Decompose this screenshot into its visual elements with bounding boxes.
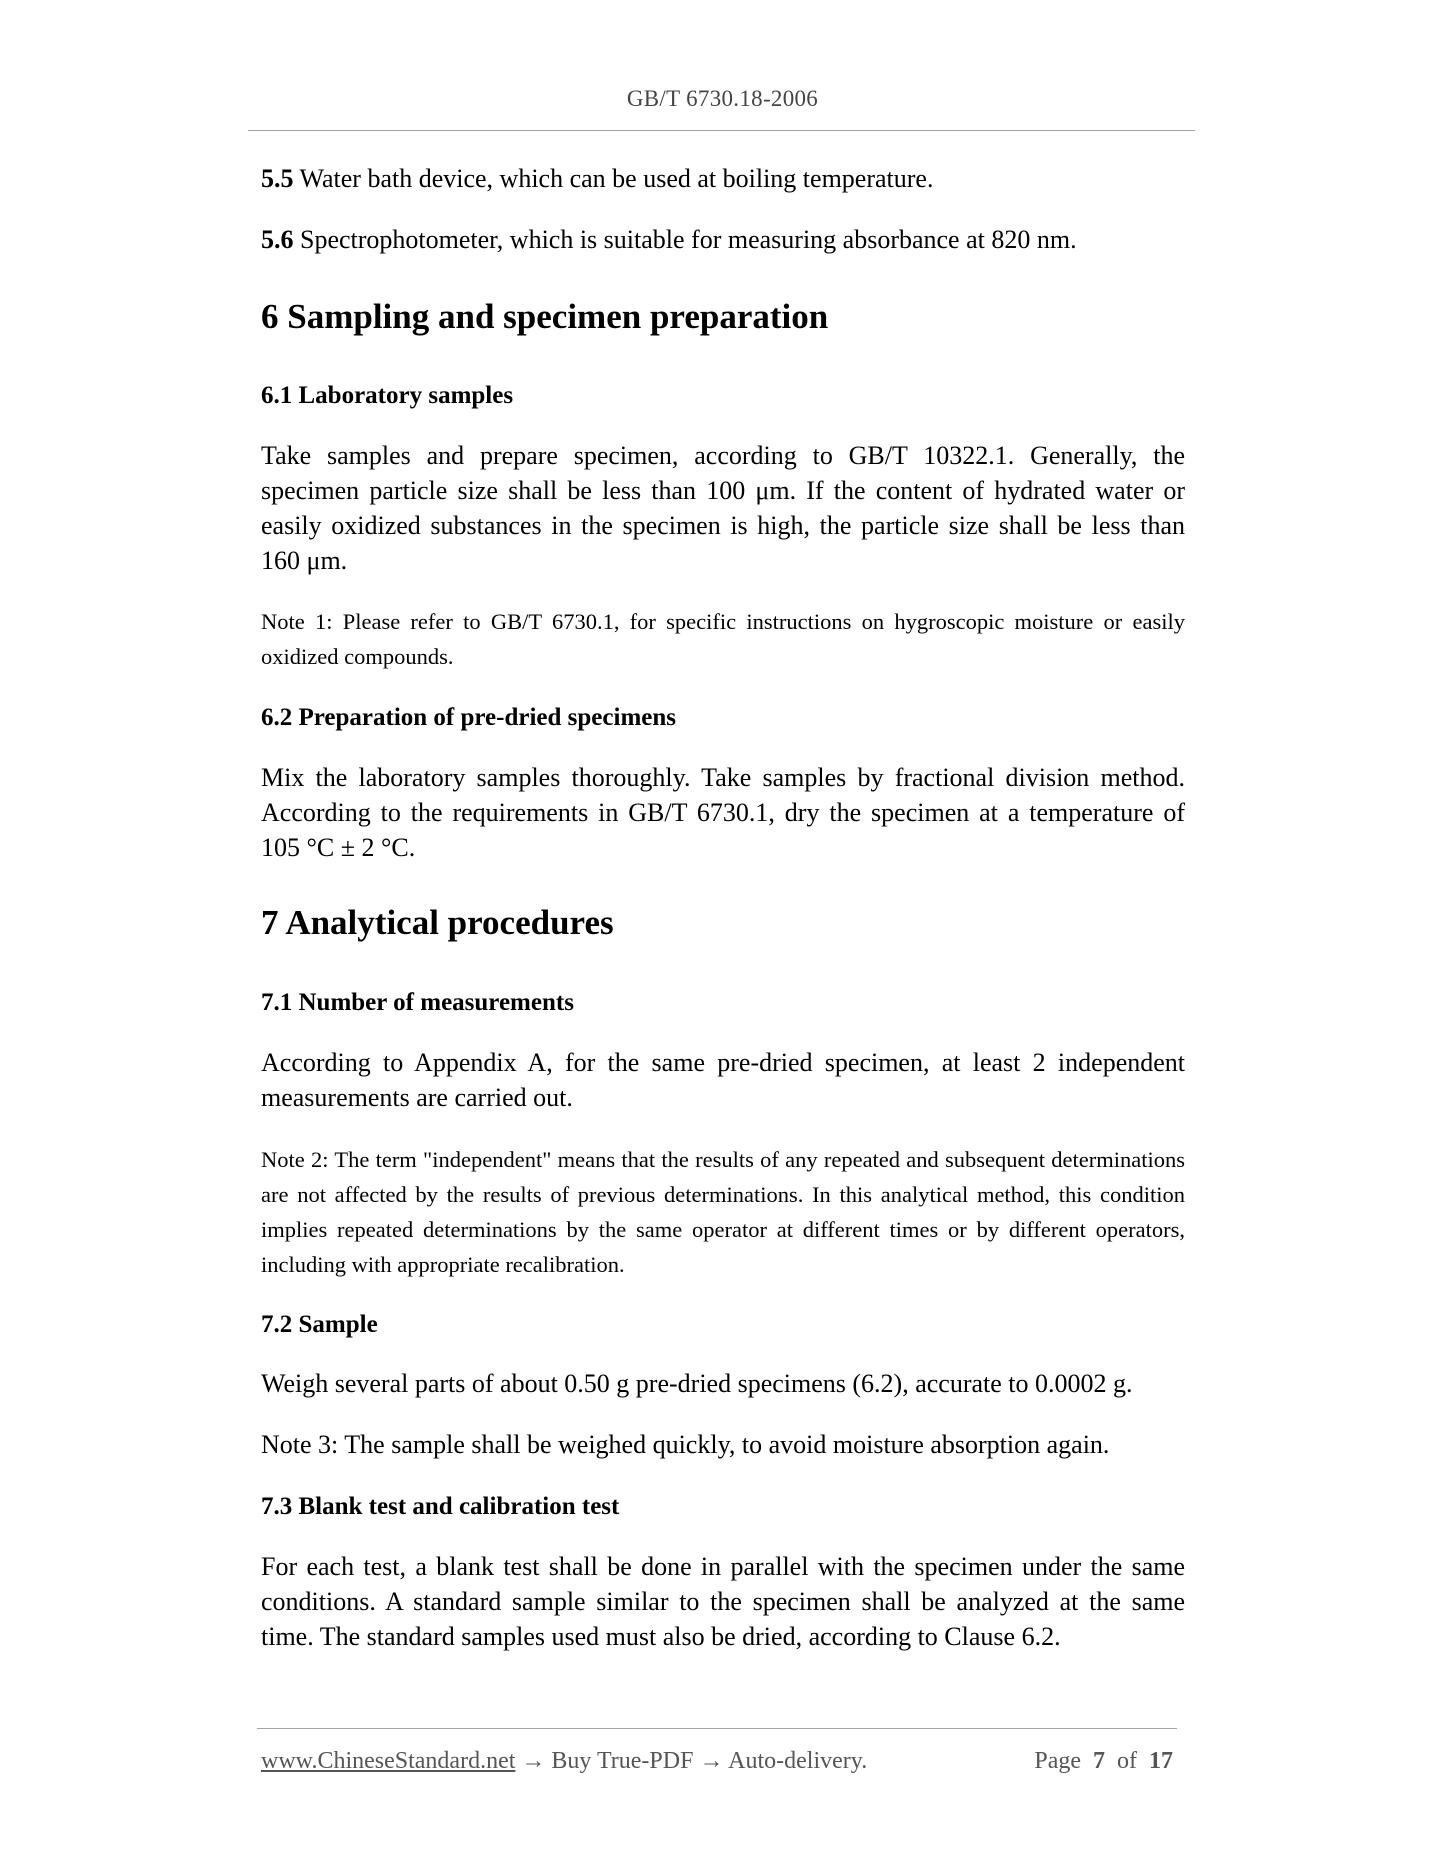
section-7-2-paragraph: Weigh several parts of about 0.50 g pre-dried specimens (6.2), accurate to 0.0002 g. xyxy=(261,1369,1133,1398)
item-5-6-number: 5.6 xyxy=(261,225,294,254)
section-7-1-heading: 7.1 Number of measurements xyxy=(261,989,574,1016)
section-7-2-heading: 7.2 Sample xyxy=(261,1311,378,1338)
page-header: GB/T 6730.18-2006 xyxy=(626,86,819,111)
website-link[interactable]: www.ChineseStandard.net xyxy=(261,1748,516,1774)
footer-divider xyxy=(257,1728,1177,1729)
page-current: 7 xyxy=(1093,1748,1105,1774)
section-6-1-paragraph: Take samples and prepare specimen, according to GB/T 10322.1. Generally, the specimen particle size shall be less than 100 μm. If the content of hydrated water or easily oxidized substances in the specimen is high, the particle size shall be less than 160 μm. xyxy=(261,441,1185,575)
auto-delivery-text: Auto-delivery. xyxy=(728,1748,868,1774)
arrow-right-icon: → xyxy=(515,1748,552,1774)
page-label: Page xyxy=(1034,1748,1081,1774)
section-6-heading: 6 Sampling and specimen preparation xyxy=(261,297,829,336)
item-5-5-number: 5.5 xyxy=(261,164,294,193)
page-footer xyxy=(261,1748,1173,1775)
header-divider xyxy=(248,130,1195,131)
item-5-6-text: Spectrophotometer, which is suitable for measuring absorbance at 820 nm. xyxy=(293,225,1077,254)
section-7-3-heading: 7.3 Blank test and calibration test xyxy=(261,1493,620,1520)
of-label: of xyxy=(1117,1748,1137,1774)
section-6-1-heading: 6.1 Laboratory samples xyxy=(261,382,514,409)
note-1: Note 1: Please refer to GB/T 6730.1, for specific instructions on hygroscopic moisture or easily oxidized compounds. xyxy=(261,609,1185,669)
arrow-right-icon: → xyxy=(693,1748,729,1774)
section-7-heading: 7 Analytical procedures xyxy=(261,903,614,942)
page-number xyxy=(1034,1748,1173,1775)
section-7-1-paragraph: According to Appendix A, for the same pre-dried specimen, at least 2 independent measurements are carried out. xyxy=(261,1048,1185,1112)
buy-true-pdf-text: Buy True-PDF xyxy=(551,1748,694,1774)
section-6-2-paragraph: Mix the laboratory samples thoroughly. Take samples by fractional division method. According to the requirements in GB/T 6730.1, dry the specimen at a temperature of 105 °C ± 2 °C. xyxy=(261,763,1185,862)
note-2: Note 2: The term "independent" means that the results of any repeated and subsequent determinations are not affected by the results of previous determinations. In this analytical method, this condition implies repeated determinations by the same operator at different times or by different operators, including with appropriate recalibration. xyxy=(261,1147,1185,1277)
section-6-2-heading: 6.2 Preparation of pre-dried specimens xyxy=(261,704,677,731)
page-total: 17 xyxy=(1149,1748,1173,1774)
item-5-5-text: Water bath device, which can be used at boiling temperature. xyxy=(293,164,934,193)
item-5-5 xyxy=(261,161,1185,196)
section-7-3-paragraph: For each test, a blank test shall be done in parallel with the specimen under the same conditions. A standard sample similar to the specimen shall be analyzed at the same time. The standard samples used must also be dried, according to Clause 6.2. xyxy=(261,1552,1185,1651)
item-5-6 xyxy=(261,222,1185,257)
note-3: Note 3: The sample shall be weighed quickly, to avoid moisture absorption again. xyxy=(261,1430,1110,1459)
